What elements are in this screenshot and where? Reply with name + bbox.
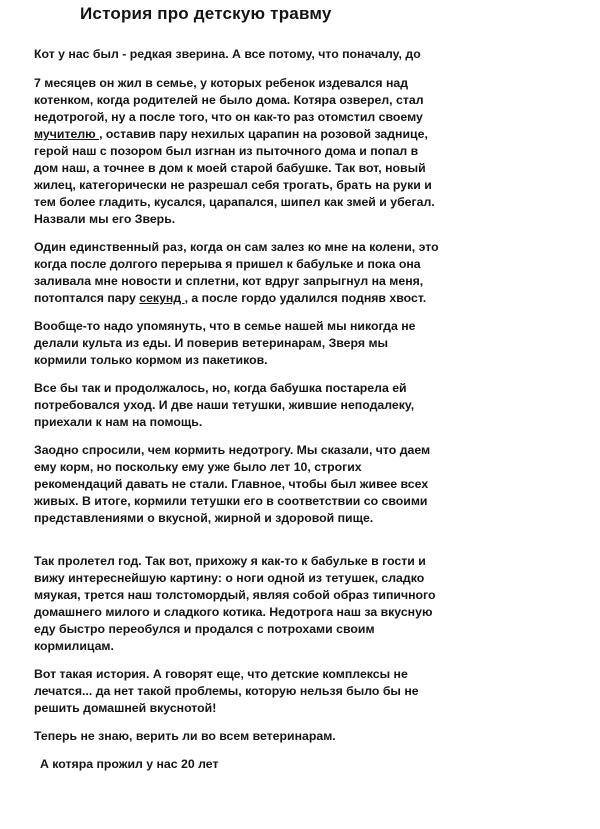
text-line: вижу интереснейшую картину: о ноги одной из тетушек, сладко — [34, 571, 425, 585]
text-line: Вот такая история. А говорят еще, что детские комплексы не — [34, 667, 408, 681]
text-line: ему корм, но поскольку ему уже было лет 10, строгих — [34, 460, 362, 474]
text-line: Кот у нас был - редкая зверина. А все потому, что поначалу, до — [34, 47, 421, 61]
text-line: домашнего милого и сладкого котика. Недотрога наш за вкусную — [34, 605, 433, 619]
text-line: заливала мне новости и сплетни, кот вдруг запрыгнул на меня, — [34, 274, 424, 288]
text-line — [34, 290, 574, 307]
text-line: котенком, когда родителей не было дома. Котяра озверел, стал — [34, 93, 424, 107]
text-line: недотрогой, ну а после того, что он как-то раз отомстил своему — [34, 110, 423, 124]
text-line: делали культа из еды. И поверив ветеринарам, Зверя мы — [34, 336, 389, 350]
paragraph-8 — [34, 666, 574, 717]
text-line: представлениями о вкусной, жирной и здоровой пище. — [34, 511, 374, 525]
text-line: кормили только кормом из пакетиков. — [34, 353, 268, 367]
text-fragment: оставив пару нехилых царапин на розовой заднице, — [102, 127, 428, 141]
paragraph-1 — [34, 46, 574, 63]
text-line: дом наш, а точнее в дом к моей старой бабушке. Так вот, новый — [34, 161, 426, 175]
text-line: рекомендаций давать не стали. Главное, чтобы был живее всех — [34, 477, 429, 491]
paragraph-2 — [34, 75, 574, 228]
text-line: тем более гладить, кусался, царапался, шипел как змей и убегал. — [34, 195, 435, 209]
article-body — [34, 46, 574, 784]
article-title: История про детскую травму — [80, 4, 332, 23]
underlined-word: мучителю , — [34, 127, 103, 141]
text-fragment: а после гордо удалился подняв хвост. — [188, 291, 427, 305]
text-line: когда после долгого перерыва я пришел к бабульке и пока она — [34, 257, 421, 271]
text-line: Заодно спросили, чем кормить недотрогу. Мы сказали, что даем — [34, 443, 431, 457]
paragraph-7 — [34, 553, 574, 655]
text-line: решить домашней вкуснотой! — [34, 701, 217, 715]
paragraph-10 — [40, 756, 574, 773]
text-line: Назвали мы его Зверь. — [34, 212, 176, 226]
text-line: мяукая, трется наш толстомордый, являя собой образ типичного — [34, 588, 436, 602]
text-line: А котяра прожил у нас 20 лет — [40, 757, 219, 771]
text-line: Так пролетел год. Так вот, прихожу я как-то к бабульке в гости и — [34, 554, 426, 568]
text-line: кормилицам. — [34, 639, 114, 653]
paragraph-4 — [34, 318, 574, 369]
text-line — [34, 126, 574, 143]
text-fragment: потоптался пару — [34, 291, 140, 305]
paragraph-9 — [34, 728, 574, 745]
text-line: жилец, категорически не разрешал себя трогать, брать на руки и — [34, 178, 432, 192]
text-line: потребовался уход. И две наши тетушки, жившие неподалеку, — [34, 398, 415, 412]
text-line: Один единственный раз, когда он сам залез ко мне на колени, это — [34, 240, 439, 254]
paragraph-3 — [34, 239, 574, 307]
text-line: живых. В итоге, кормили тетушки его в соответствии со своими — [34, 494, 428, 508]
text-line: герой наш с позором был изгнан из пыточного дома и попал в — [34, 144, 419, 158]
text-line: приехали к нам на помощь. — [34, 415, 203, 429]
paragraph-5 — [34, 380, 574, 431]
text-line: Теперь не знаю, верить ли во всем ветеринарам. — [34, 729, 336, 743]
text-line: еду быстро переобулся и продался с потрохами своим — [34, 622, 375, 636]
text-line: Все бы так и продолжалось, но, когда бабушка постарела ей — [34, 381, 407, 395]
paragraph-6 — [34, 442, 574, 527]
text-line: Вообще-то надо упомянуть, что в семье нашей мы никогда не — [34, 319, 416, 333]
text-line: лечатся... да нет такой проблемы, которую нельзя было бы не — [34, 684, 419, 698]
underlined-word: секунд , — [139, 291, 188, 305]
text-line: 7 месяцев он жил в семье, у которых ребенок издевался над — [34, 76, 409, 90]
